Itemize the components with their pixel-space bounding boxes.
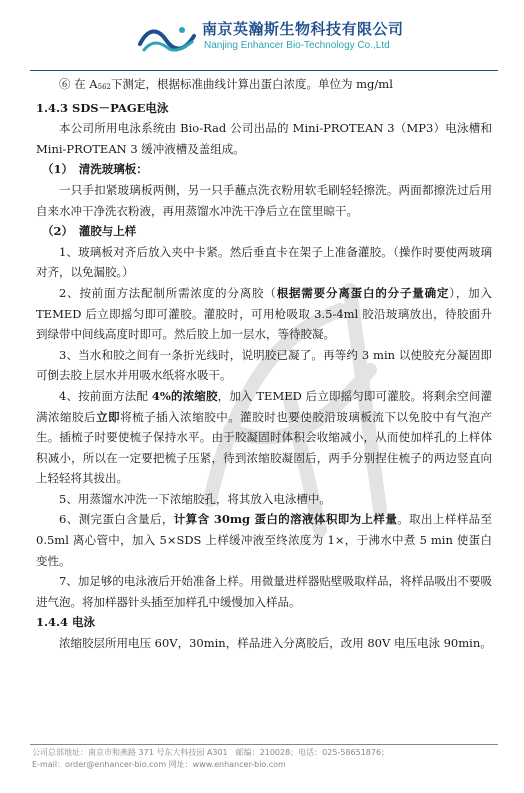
step-2-text-a: 2、按前面方法配制所需浓度的分离胶（ [59, 285, 277, 300]
footer-address: 公司总部地址：南京市和燕路 371 号东大科技园 A301 邮编：210028；电话：025-58651876； [32, 748, 390, 757]
step-4-text-c: ，加入 TEMED 后立即摇匀即可灌胶。将剩余空间灌满浓缩胶后 [36, 388, 492, 424]
intro-paragraph: 本公司所用电泳系统由 Bio-Rad 公司出品的 Mini-PROTEAN 3（MP3）电泳槽和 Mini-PROTEAN 3 缓冲液槽及盖组成。 [36, 121, 492, 156]
company-name-en: Nanjing Enhancer Bio-Technology Co.,Ltd [204, 40, 390, 51]
step-1-paragraph: 1、玻璃板对齐后放入夹中卡紧。然后垂直卡在架子上准备灌胶。（操作时要使两玻璃对齐，以免漏胶。） [36, 244, 492, 280]
footer-contact: E-mail：order@enhancer-bio.com 网址：www.enhancer-bio.com [32, 760, 286, 769]
step-6-text-c: 。取出上样样品至 0.5ml 离心管中，加入 5×SDS 上样缓冲液至终浓度为 1×，于沸水中煮 5 min 使蛋白变性。 [36, 512, 493, 568]
step-2-text-c: ），加入 TEMED 后立即摇匀即可灌胶。灌胶时，可用枪吸取 3.5-4ml 胶沿玻璃放出，待胶面升到绿带中间线高度时即可。然后胶上加一层水，等待胶凝。 [36, 285, 493, 342]
section-heading-1-4-4: 1.4.4 电泳 [36, 615, 96, 630]
step-2-paragraph [36, 283, 492, 345]
document-body [36, 74, 492, 654]
step-6-text-a: 6、测完蛋白含量后， [59, 512, 174, 527]
step-4-emphasis-now: 立即 [96, 409, 121, 424]
step-6-line [36, 74, 492, 98]
step-4-text-a: 4、按前面方法配 [59, 388, 152, 403]
step-4-paragraph [36, 386, 492, 489]
step-4-text-e: 将梳子插入浓缩胶中。灌胶时也要使胶沿玻璃板流下以免胶中有气泡产生。插梳子时要使梳子保持水平。由于胶凝固时体积会收缩减小，从而使加样孔的上样体积减小，所以在一定要把梳子压紧，待到浓缩胶凝固后，两手分别捏住梳子的两边竖直向上轻轻将其拔出。 [36, 409, 493, 486]
section-heading-1-4-3: 1.4.3 SDS－PAGE电泳 [36, 100, 169, 115]
step-4-emphasis-gel: 4%的浓缩胶 [151, 388, 218, 403]
header-divider [30, 70, 498, 71]
company-name-cn: 南京英瀚斯生物科技有限公司 [202, 20, 404, 38]
step-7-paragraph: 7、加足够的电泳液后开始准备上样。用微量进样器贴壁吸取样品，将样品吸出不要吸进气泡。将加样器针头插至加样孔中缓慢加入样品。 [36, 574, 492, 609]
step-5-paragraph: 5、用蒸馏水冲洗一下浓缩胶孔，将其放入电泳槽中。 [59, 491, 331, 506]
wavelength-subscript: 562 [97, 83, 111, 91]
step-6-emphasis: 计算含 30mg 蛋白的溶液体积即为上样量 [173, 512, 398, 527]
step-6-prefix: ⑥ 在 A [59, 77, 98, 91]
electrophoresis-paragraph: 浓缩胶层所用电压 60V，30min，样品进入分离胶后，改用 80V 电压电泳 90min。 [59, 636, 492, 651]
step-2-emphasis: 根据需要分离蛋白的分子量确定 [276, 285, 450, 300]
subheading-clean-glass: （1） 清洗玻璃板： [42, 162, 148, 177]
clean-paragraph: 一只手扣紧玻璃板两侧，另一只手蘸点洗衣粉用软毛刷轻轻擦洗。两面都擦洗过后用自来水冲干净洗衣粉液，再用蒸馏水冲洗干净后立在筐里晾干。 [36, 182, 492, 218]
subheading-casting-loading: （2） 灌胶与上样 [42, 224, 137, 239]
step-6-text: 下测定，根据标准曲线计算出蛋白浓度。单位为 mg/ml [111, 77, 393, 91]
company-logo-icon [138, 22, 196, 58]
footer-divider [30, 744, 498, 745]
step-3-paragraph: 3、当水和胶之间有一条折光线时，说明胶已凝了。再等约 3 min 以使胶充分凝固即可倒去胶上层水并用吸水纸将水吸干。 [36, 347, 492, 383]
footer [32, 747, 502, 771]
step-6-paragraph [36, 509, 492, 571]
letterhead [0, 0, 524, 68]
